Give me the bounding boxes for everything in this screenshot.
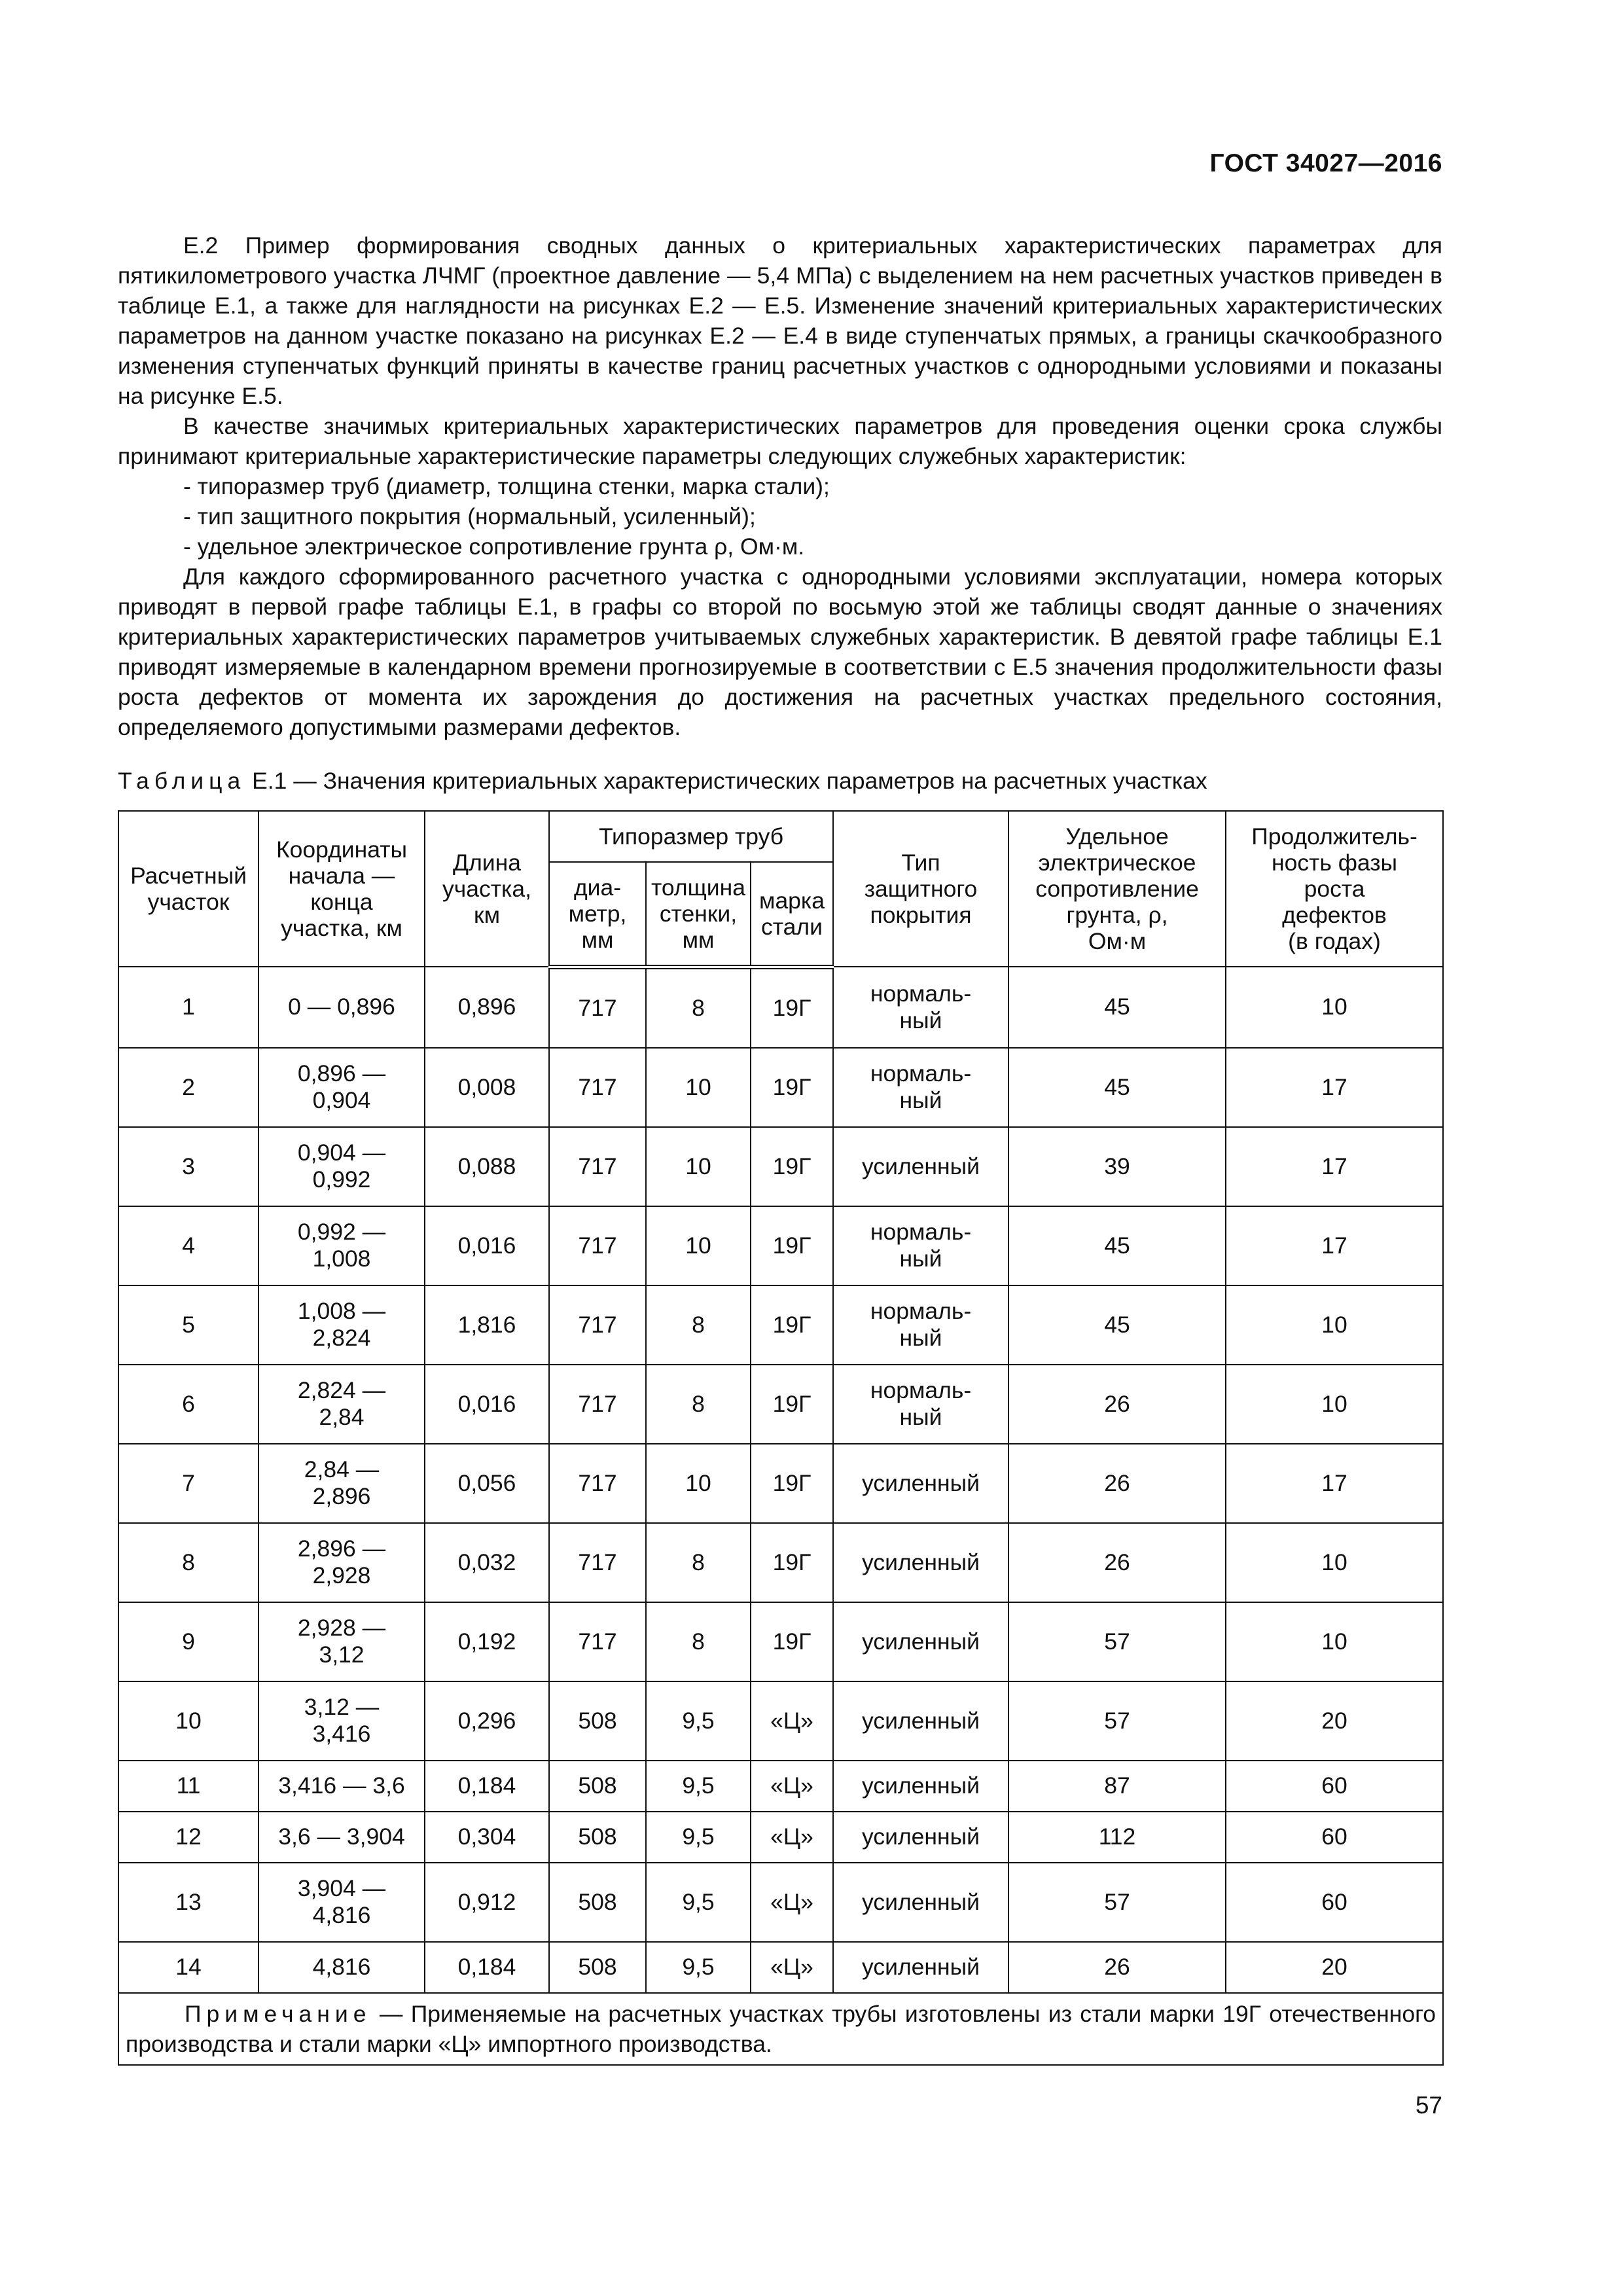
- cell-section: 5: [118, 1285, 259, 1365]
- cell-duration: 60: [1226, 1761, 1443, 1812]
- cell-duration: 60: [1226, 1863, 1443, 1942]
- cell-coating: усиленный: [833, 1942, 1008, 1993]
- cell-diameter: 508: [549, 1681, 646, 1761]
- cell-length: 0,304: [425, 1812, 549, 1863]
- cell-section: 8: [118, 1523, 259, 1602]
- cell-coating: усиленный: [833, 1681, 1008, 1761]
- cell-coordinates: 3,904 — 4,816: [259, 1863, 425, 1942]
- cell-section: 14: [118, 1942, 259, 1993]
- header-cell-coating: Тип защитного покрытия: [833, 811, 1008, 967]
- cell-diameter: 717: [549, 1285, 646, 1365]
- cell-steel: 19Г: [751, 1285, 833, 1365]
- header-cell-section: Расчетный участок: [118, 811, 259, 967]
- table-row: [118, 1206, 1443, 1285]
- header-cell-wall: толщина стенки, мм: [646, 862, 751, 967]
- cell-section: 10: [118, 1681, 259, 1761]
- cell-steel: 19Г: [751, 1523, 833, 1602]
- cell-length: 0,192: [425, 1602, 549, 1681]
- cell-length: 0,296: [425, 1681, 549, 1761]
- cell-wall: 10: [646, 1048, 751, 1127]
- cell-wall: 10: [646, 1206, 751, 1285]
- cell-diameter: 717: [549, 1523, 646, 1602]
- cell-resistivity: 57: [1008, 1681, 1226, 1761]
- paragraph: В качестве значимых критериальных характеристических параметров для проведения оценки срока службы принимают критериальные характеристические параметры следующих служебных характеристик:: [118, 413, 1442, 469]
- cell-length: 0,016: [425, 1206, 549, 1285]
- cell-coordinates: 3,416 — 3,6: [259, 1761, 425, 1812]
- table-row: [118, 967, 1443, 1048]
- note-text: — Применяемые на расчетных участках трубы изготовлены из стали марки 19Г отечественного производства и стали марки «Ц» импортного производства.: [126, 2000, 1436, 2057]
- cell-wall: 10: [646, 1444, 751, 1523]
- cell-duration: 17: [1226, 1048, 1443, 1127]
- cell-resistivity: 112: [1008, 1812, 1226, 1863]
- cell-length: 0,088: [425, 1127, 549, 1206]
- cell-coordinates: 0 — 0,896: [259, 967, 425, 1048]
- cell-diameter: 717: [549, 1048, 646, 1127]
- cell-wall: 9,5: [646, 1681, 751, 1761]
- cell-resistivity: 26: [1008, 1444, 1226, 1523]
- table-row: [118, 1365, 1443, 1444]
- cell-wall: 8: [646, 1602, 751, 1681]
- table-row: [118, 1444, 1443, 1523]
- table-row: [118, 1127, 1443, 1206]
- cell-wall: 9,5: [646, 1812, 751, 1863]
- header-cell-steel: марка стали: [751, 862, 833, 967]
- cell-coordinates: 2,824 — 2,84: [259, 1365, 425, 1444]
- cell-coordinates: 0,992 — 1,008: [259, 1206, 425, 1285]
- table-container: [118, 810, 1442, 2066]
- cell-diameter: 717: [549, 1365, 646, 1444]
- cell-length: 0,912: [425, 1863, 549, 1942]
- cell-steel: 19Г: [751, 967, 833, 1048]
- cell-diameter: 717: [549, 1206, 646, 1285]
- page-number: 57: [1415, 2092, 1442, 2119]
- cell-resistivity: 45: [1008, 1285, 1226, 1365]
- cell-coating: нормаль- ный: [833, 1285, 1008, 1365]
- cell-coating: усиленный: [833, 1127, 1008, 1206]
- header-cell-coordinates: Координаты начала — конца участка, км: [259, 811, 425, 967]
- cell-steel: «Ц»: [751, 1942, 833, 1993]
- list-item: - типоразмер труб (диаметр, толщина стенки, марка стали);: [183, 473, 830, 499]
- list-item: - удельное электрическое сопротивление грунта ρ, Ом·м.: [183, 533, 805, 560]
- table-row: [118, 1681, 1443, 1761]
- cell-coating: усиленный: [833, 1602, 1008, 1681]
- note-label: Примечание: [185, 2000, 372, 2027]
- cell-wall: 8: [646, 1365, 751, 1444]
- cell-steel: «Ц»: [751, 1812, 833, 1863]
- cell-length: 0,896: [425, 967, 549, 1048]
- cell-duration: 10: [1226, 1285, 1443, 1365]
- cell-wall: 9,5: [646, 1863, 751, 1942]
- body-text: [118, 230, 1442, 742]
- cell-coordinates: 2,896 — 2,928: [259, 1523, 425, 1602]
- cell-wall: 8: [646, 1523, 751, 1602]
- cell-steel: 19Г: [751, 1127, 833, 1206]
- cell-diameter: 717: [549, 1444, 646, 1523]
- cell-wall: 8: [646, 1285, 751, 1365]
- cell-coating: нормаль- ный: [833, 1206, 1008, 1285]
- cell-coordinates: 3,6 — 3,904: [259, 1812, 425, 1863]
- cell-diameter: 717: [549, 967, 646, 1048]
- cell-section: 1: [118, 967, 259, 1048]
- cell-resistivity: 26: [1008, 1523, 1226, 1602]
- cell-duration: 10: [1226, 1365, 1443, 1444]
- cell-resistivity: 45: [1008, 967, 1226, 1048]
- cell-length: 0,056: [425, 1444, 549, 1523]
- cell-coating: нормаль- ный: [833, 1048, 1008, 1127]
- cell-duration: 17: [1226, 1444, 1443, 1523]
- cell-duration: 20: [1226, 1681, 1443, 1761]
- cell-length: 0,184: [425, 1761, 549, 1812]
- cell-resistivity: 57: [1008, 1602, 1226, 1681]
- cell-coating: усиленный: [833, 1444, 1008, 1523]
- cell-steel: 19Г: [751, 1602, 833, 1681]
- data-table: [118, 810, 1444, 2066]
- cell-steel: 19Г: [751, 1365, 833, 1444]
- cell-diameter: 717: [549, 1127, 646, 1206]
- cell-coating: усиленный: [833, 1761, 1008, 1812]
- paragraph: Для каждого сформированного расчетного участка с однородными условиями эксплуатации, номера которых приводят в первой графе таблицы Е.1, в графы со второй по восьмую этой же таблицы сводят данные о значениях критериальных характеристических параметров учитываемых служебных характеристик. В девятой графе таблицы Е.1 приводят измеряемые в календарном времени прогнозируемые в соответствии с Е.5 значения продолжительности фазы роста дефектов от момента их зарождения до достижения на расчетных участках предельного состояния, определяемого допустимыми размерами дефектов.: [118, 564, 1442, 740]
- cell-steel: 19Г: [751, 1048, 833, 1127]
- header-cell-resistivity: Удельное электрическое сопротивление грунта, ρ, Ом·м: [1008, 811, 1226, 967]
- cell-coordinates: 4,816: [259, 1942, 425, 1993]
- cell-section: 3: [118, 1127, 259, 1206]
- cell-length: 0,016: [425, 1365, 549, 1444]
- cell-section: 12: [118, 1812, 259, 1863]
- cell-resistivity: 87: [1008, 1761, 1226, 1812]
- cell-resistivity: 39: [1008, 1127, 1226, 1206]
- table-row: [118, 1285, 1443, 1365]
- cell-duration: 10: [1226, 967, 1443, 1048]
- cell-coordinates: 0,896 — 0,904: [259, 1048, 425, 1127]
- cell-resistivity: 26: [1008, 1365, 1226, 1444]
- cell-steel: «Ц»: [751, 1681, 833, 1761]
- cell-steel: «Ц»: [751, 1863, 833, 1942]
- table-row: [118, 1812, 1443, 1863]
- table-note: [118, 1993, 1443, 2065]
- cell-resistivity: 57: [1008, 1863, 1226, 1942]
- cell-steel: 19Г: [751, 1206, 833, 1285]
- cell-coordinates: 2,84 — 2,896: [259, 1444, 425, 1523]
- cell-steel: 19Г: [751, 1444, 833, 1523]
- cell-resistivity: 26: [1008, 1942, 1226, 1993]
- table-row: [118, 1602, 1443, 1681]
- cell-diameter: 508: [549, 1942, 646, 1993]
- cell-resistivity: 45: [1008, 1048, 1226, 1127]
- cell-coating: усиленный: [833, 1812, 1008, 1863]
- cell-length: 1,816: [425, 1285, 549, 1365]
- header-cell-duration: Продолжитель- ность фазы роста дефектов (в годах): [1226, 811, 1443, 967]
- table-row: [118, 1863, 1443, 1942]
- cell-wall: 10: [646, 1127, 751, 1206]
- cell-duration: 17: [1226, 1127, 1443, 1206]
- table-body: [118, 967, 1443, 1993]
- header-cell-pipe-size-group: Типоразмер труб: [549, 811, 833, 862]
- cell-coordinates: 0,904 — 0,992: [259, 1127, 425, 1206]
- table-caption-label: Таблица: [118, 768, 246, 794]
- document-code: ГОСТ 34027—2016: [1209, 149, 1442, 177]
- cell-coating: нормаль- ный: [833, 1365, 1008, 1444]
- cell-length: 0,032: [425, 1523, 549, 1602]
- cell-steel: «Ц»: [751, 1761, 833, 1812]
- cell-wall: 9,5: [646, 1761, 751, 1812]
- cell-duration: 20: [1226, 1942, 1443, 1993]
- list-item: - тип защитного покрытия (нормальный, усиленный);: [183, 503, 756, 529]
- cell-diameter: 508: [549, 1812, 646, 1863]
- cell-wall: 8: [646, 967, 751, 1048]
- cell-length: 0,184: [425, 1942, 549, 1993]
- cell-section: 13: [118, 1863, 259, 1942]
- cell-diameter: 508: [549, 1761, 646, 1812]
- paragraph: Е.2 Пример формирования сводных данных о критериальных характеристических параметрах для пятикилометрового участка ЛЧМГ (проектное давление — 5,4 МПа) с выделением на нем расчетных участков приведен в таблице Е.1, а также для наглядности на рисунках Е.2 — Е.5. Изменение значений критериальных характеристических параметров на данном участке показано на рисунках Е.2 — Е.4 в виде ступенчатых прямых, а границы скачкообразного изменения ступенчатых функций приняты в качестве границ расчетных участков с однородными условиями и показаны на рисунке Е.5.: [118, 232, 1442, 409]
- cell-coordinates: 2,928 — 3,12: [259, 1602, 425, 1681]
- cell-coordinates: 3,12 — 3,416: [259, 1681, 425, 1761]
- cell-coating: нормаль- ный: [833, 967, 1008, 1048]
- table-row: [118, 1942, 1443, 1993]
- cell-section: 4: [118, 1206, 259, 1285]
- table-row: [118, 1048, 1443, 1127]
- cell-duration: 10: [1226, 1523, 1443, 1602]
- cell-diameter: 508: [549, 1863, 646, 1942]
- cell-coordinates: 1,008 — 2,824: [259, 1285, 425, 1365]
- cell-section: 6: [118, 1365, 259, 1444]
- cell-wall: 9,5: [646, 1942, 751, 1993]
- cell-section: 9: [118, 1602, 259, 1681]
- cell-section: 2: [118, 1048, 259, 1127]
- cell-duration: 17: [1226, 1206, 1443, 1285]
- cell-section: 11: [118, 1761, 259, 1812]
- cell-length: 0,008: [425, 1048, 549, 1127]
- header-cell-length: Длина участка, км: [425, 811, 549, 967]
- cell-coating: усиленный: [833, 1863, 1008, 1942]
- table-row: [118, 1761, 1443, 1812]
- table-caption-text: Е.1 — Значения критериальных характеристических параметров на расчетных участках: [245, 768, 1207, 794]
- cell-resistivity: 45: [1008, 1206, 1226, 1285]
- cell-duration: 10: [1226, 1602, 1443, 1681]
- table-caption: [118, 766, 1207, 796]
- table-row: [118, 1523, 1443, 1602]
- cell-diameter: 717: [549, 1602, 646, 1681]
- cell-coating: усиленный: [833, 1523, 1008, 1602]
- header-cell-diameter: диа- метр, мм: [549, 862, 646, 967]
- cell-section: 7: [118, 1444, 259, 1523]
- cell-duration: 60: [1226, 1812, 1443, 1863]
